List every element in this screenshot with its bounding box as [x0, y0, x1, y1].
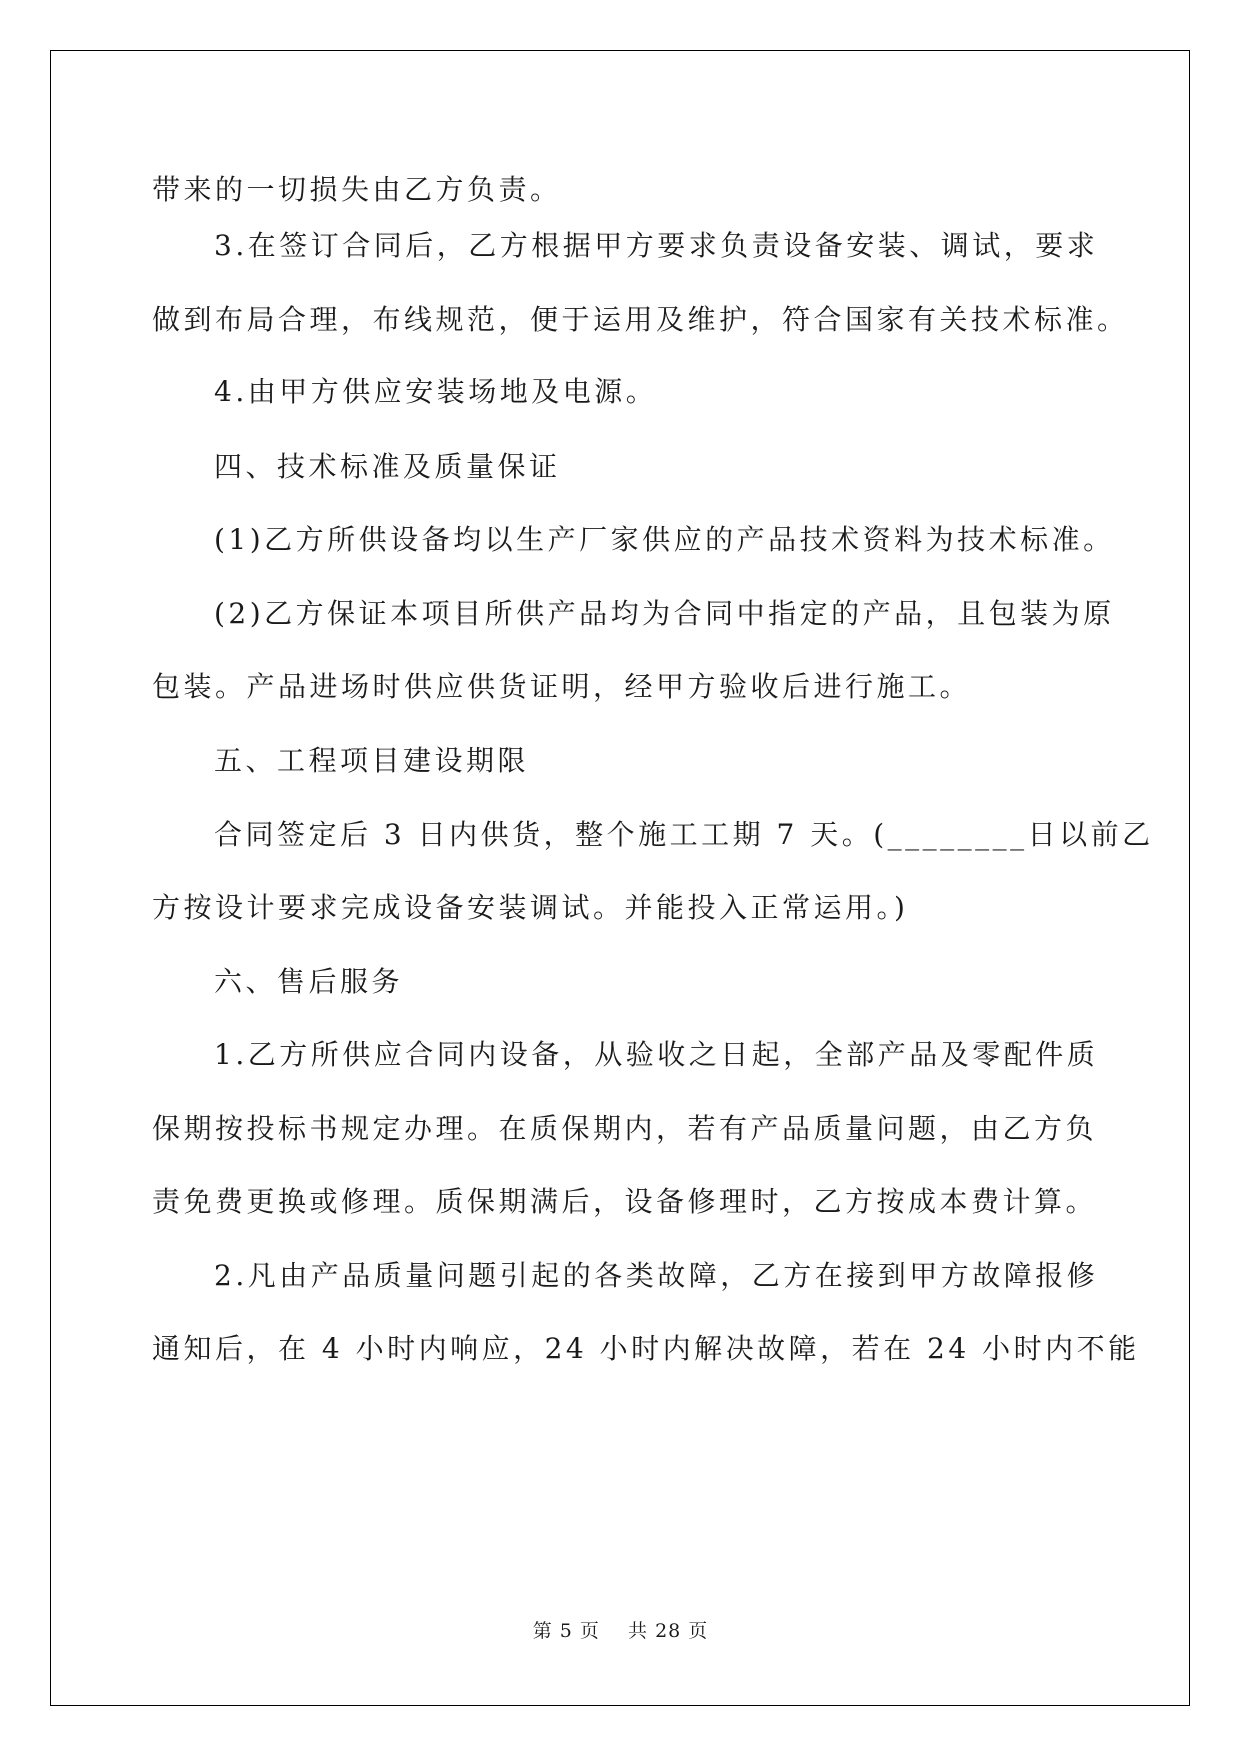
text-line: (2)乙方保证本项目所供产品均为合同中指定的产品，且包装为原: [214, 597, 1115, 630]
text-line: 方按设计要求完成设备安装调试。并能投入正常运用。): [152, 891, 909, 924]
text-line: 保期按投标书规定办理。在质保期内，若有产品质量问题，由乙方负: [152, 1112, 1098, 1145]
page-number: 第 5 页 共 28 页: [532, 1620, 709, 1642]
text-line: 1.乙方所供应合同内设备，从验收之日起，全部产品及零配件质: [214, 1038, 1099, 1071]
text-line: 带来的一切损失由乙方负责。: [152, 173, 562, 206]
text-line: 责免费更换或修理。质保期满后，设备修理时，乙方按成本费计算。: [152, 1185, 1098, 1218]
section-heading: 四、技术标准及质量保证: [214, 450, 561, 483]
section-heading: 六、售后服务: [214, 965, 404, 998]
text-line: 3.在签订合同后，乙方根据甲方要求负责设备安装、调试，要求: [214, 229, 1099, 262]
text-line: 包装。产品进场时供应供货证明，经甲方验收后进行施工。: [152, 670, 972, 703]
text-line: 做到布局合理，布线规范，便于运用及维护，符合国家有关技术标准。: [152, 303, 1129, 336]
text-line: 2.凡由产品质量问题引起的各类故障，乙方在接到甲方故障报修: [214, 1259, 1099, 1292]
text-line: 通知后，在 4 小时内响应，24 小时内解决故障，若在 24 小时内不能: [152, 1332, 1140, 1365]
text-line: (1)乙方所供设备均以生产厂家供应的产品技术资料为技术标准。: [214, 523, 1115, 556]
page-border: [50, 50, 1190, 1706]
section-heading: 五、工程项目建设期限: [214, 744, 530, 777]
text-line: 合同签定后 3 日内供货，整个施工工期 7 天。(________日以前乙: [214, 818, 1154, 851]
text-line: 4.由甲方供应安装场地及电源。: [214, 375, 658, 408]
